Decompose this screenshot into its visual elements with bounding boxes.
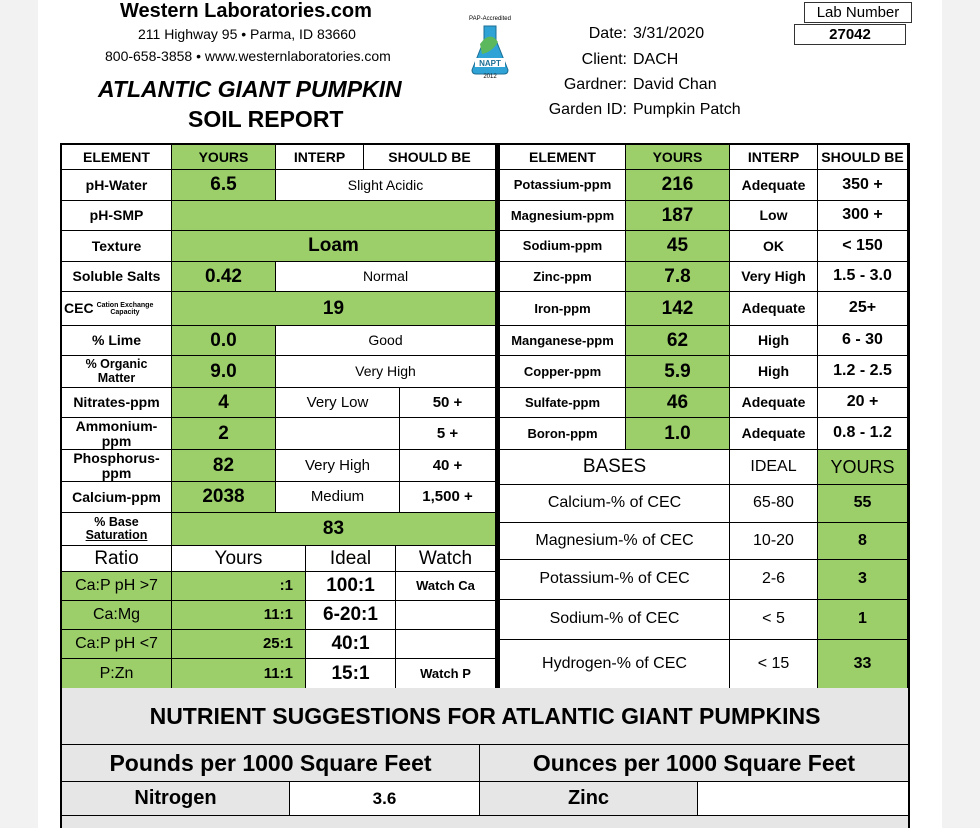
right-header-should-be: SHOULD BE	[818, 145, 908, 170]
ratio-row-1-ideal: 100:1	[306, 572, 396, 601]
report-title-line1: ATLANTIC GIANT PUMPKIN	[98, 76, 402, 102]
ratio-header-ratio: Ratio	[62, 546, 172, 572]
texture-value: Loam	[172, 231, 496, 262]
soluble-salts-yours: 0.42	[172, 262, 276, 292]
lime-yours: 0.0	[172, 326, 276, 356]
report-page	[38, 0, 942, 828]
ratio-row-1-label: Ca:P pH >7	[62, 572, 172, 601]
manganese-should-be: 6 - 30	[818, 326, 908, 356]
potassium-should-be: 350 +	[818, 170, 908, 201]
iron-interp: Adequate	[730, 292, 818, 326]
nitrogen-label: Nitrogen	[62, 782, 290, 816]
soluble-salts-interp: Normal	[276, 262, 496, 292]
gardner-label: Gardner:	[563, 76, 627, 93]
ph-smp-label: pH-SMP	[62, 201, 172, 231]
zinc-should-be: 1.5 - 3.0	[818, 262, 908, 292]
copper-label: Copper-ppm	[500, 356, 626, 388]
right-header-element: ELEMENT	[500, 145, 626, 170]
manganese-interp: High	[730, 326, 818, 356]
organic-matter-yours: 9.0	[172, 356, 276, 388]
left-header-element: ELEMENT	[62, 145, 172, 170]
cec-value: 19	[172, 292, 496, 326]
client-value: DACH	[633, 51, 679, 68]
nutrient-suggestions	[60, 688, 910, 828]
organic-label-line1: % Organic	[85, 357, 148, 372]
bases-potassium-yours: 3	[818, 560, 908, 600]
ratio-row-3-label: Ca:P pH <7	[62, 630, 172, 659]
garden-id-value: Pumpkin Patch	[633, 101, 741, 118]
bases-calcium-label: Calcium-% of CEC	[500, 485, 730, 523]
bases-calcium-ideal: 65-80	[730, 485, 818, 523]
ratio-row-4-ideal: 15:1	[306, 659, 396, 690]
client-label: Client:	[581, 51, 627, 68]
ratio-row-3-yours: 25:1	[172, 630, 306, 659]
bases-potassium-label: Potassium-% of CEC	[500, 560, 730, 600]
lab-name: Western Laboratories.com	[120, 0, 372, 22]
base-saturation-label	[62, 513, 172, 546]
nitrogen-value: 3.6	[290, 782, 480, 816]
magnesium-interp: Low	[730, 201, 818, 231]
right-header-yours: YOURS	[626, 145, 730, 170]
base-sat-label-line2: Saturation	[85, 528, 148, 542]
boron-yours: 1.0	[626, 418, 730, 450]
phosphorus-should-be: 40 +	[400, 450, 496, 482]
ratio-row-2-yours: 11:1	[172, 601, 306, 630]
calcium-label: Calcium-ppm	[62, 482, 172, 513]
iron-yours: 142	[626, 292, 730, 326]
bases-hydrogen-ideal: < 15	[730, 640, 818, 690]
date-value: 3/31/2020	[633, 25, 705, 42]
phosphorus-label-line2: ppm	[101, 464, 132, 481]
ratio-row-2-ideal: 6-20:1	[306, 601, 396, 630]
lime-interp: Good	[276, 326, 496, 356]
potassium-yours: 216	[626, 170, 730, 201]
sulfate-interp: Adequate	[730, 388, 818, 418]
ratio-row-4-label: P:Zn	[62, 659, 172, 690]
lab-phone-web: 800-658-3858 • www.westernlaboratories.com	[105, 48, 391, 64]
phosphorus-interp: Very High	[276, 450, 400, 482]
lab-number-label: Lab Number	[804, 2, 912, 23]
sodium-label: Sodium-ppm	[500, 231, 626, 262]
left-header-should-be: SHOULD BE	[364, 145, 496, 170]
organic-matter-label	[62, 356, 172, 388]
ratio-row-1-yours: :1	[172, 572, 306, 601]
ph-water-yours: 6.5	[172, 170, 276, 201]
bases-magnesium-ideal: 10-20	[730, 523, 818, 560]
ratio-header-yours: Yours	[172, 546, 306, 572]
sulfate-should-be: 20 +	[818, 388, 908, 418]
ounces-header: Ounces per 1000 Square Feet	[480, 744, 908, 782]
bases-sodium-ideal: < 5	[730, 600, 818, 640]
report-title-line2: SOIL REPORT	[188, 106, 344, 132]
napt-logo	[462, 16, 518, 86]
zinc-suggest-value	[698, 782, 908, 816]
bases-sodium-yours: 1	[818, 600, 908, 640]
sodium-should-be: < 150	[818, 231, 908, 262]
right-header-interp: INTERP	[730, 145, 818, 170]
nitrates-interp: Very Low	[276, 388, 400, 418]
potassium-label: Potassium-ppm	[500, 170, 626, 201]
garden-id-label: Garden ID:	[548, 101, 627, 118]
sulfate-yours: 46	[626, 388, 730, 418]
iron-should-be: 25+	[818, 292, 908, 326]
base-saturation-value: 83	[172, 513, 496, 546]
ratio-row-3-watch	[396, 630, 496, 659]
ratio-row-2-watch	[396, 601, 496, 630]
ammonium-label	[62, 418, 172, 450]
calcium-should-be: 1,500 +	[400, 482, 496, 513]
magnesium-should-be: 300 +	[818, 201, 908, 231]
flask-icon	[470, 24, 510, 76]
base-sat-label-line1: % Base	[94, 514, 139, 529]
date-label: Date:	[588, 25, 627, 42]
soil-results-grid	[60, 143, 910, 692]
logo-napt-text: NAPT	[479, 59, 501, 68]
lime-label: % Lime	[62, 326, 172, 356]
bases-header: BASES	[500, 450, 730, 485]
cec-sub-line2: Capacity	[110, 308, 140, 316]
organic-label-line2: Matter	[97, 370, 136, 385]
ph-water-interp: Slight Acidic	[276, 170, 496, 201]
logo-year: 2012	[483, 74, 497, 80]
zinc-label: Zinc-ppm	[500, 262, 626, 292]
phosphorus-label-line1: Phosphorus-	[73, 450, 160, 466]
manganese-label: Manganese-ppm	[500, 326, 626, 356]
bases-hydrogen-label: Hydrogen-% of CEC	[500, 640, 730, 690]
ratio-row-3-ideal: 40:1	[306, 630, 396, 659]
zinc-suggest-label: Zinc	[480, 782, 698, 816]
magnesium-yours: 187	[626, 201, 730, 231]
left-header-yours: YOURS	[172, 145, 276, 170]
manganese-yours: 62	[626, 326, 730, 356]
ratio-row-1-watch: Watch Ca	[396, 572, 496, 601]
calcium-interp: Medium	[276, 482, 400, 513]
phosphorus-label	[62, 450, 172, 482]
bases-magnesium-yours: 8	[818, 523, 908, 560]
boron-label: Boron-ppm	[500, 418, 626, 450]
bases-header-yours: YOURS	[818, 450, 908, 485]
ammonium-label-line2: ppm	[101, 432, 132, 449]
pounds-header: Pounds per 1000 Square Feet	[62, 744, 480, 782]
texture-label: Texture	[62, 231, 172, 262]
ph-smp-value	[172, 201, 496, 231]
gardner-value: David Chan	[633, 76, 717, 93]
bases-hydrogen-yours: 33	[818, 640, 908, 690]
cec-label-sub	[97, 302, 154, 316]
sulfate-label: Sulfate-ppm	[500, 388, 626, 418]
ratio-header-ideal: Ideal	[306, 546, 396, 572]
bases-potassium-ideal: 2-6	[730, 560, 818, 600]
zinc-yours: 7.8	[626, 262, 730, 292]
lab-address: 211 Highway 95 • Parma, ID 83660	[138, 26, 356, 42]
ammonium-label-line1: Ammonium-	[75, 418, 158, 434]
nutrient-title: NUTRIENT SUGGESTIONS FOR ATLANTIC GIANT PUMPKINS	[149, 702, 821, 729]
bases-calcium-yours: 55	[818, 485, 908, 523]
nitrates-label: Nitrates-ppm	[62, 388, 172, 418]
ammonium-should-be: 5 +	[400, 418, 496, 450]
bases-sodium-label: Sodium-% of CEC	[500, 600, 730, 640]
ammonium-yours: 2	[172, 418, 276, 450]
ratio-header-watch: Watch	[396, 546, 496, 572]
calcium-yours: 2038	[172, 482, 276, 513]
organic-matter-interp: Very High	[276, 356, 496, 388]
cec-label-main: CEC	[64, 300, 94, 317]
cec-sub-line1: Cation Exchange	[96, 301, 154, 309]
ratio-row-4-watch: Watch P	[396, 659, 496, 690]
copper-yours: 5.9	[626, 356, 730, 388]
bases-magnesium-label: Magnesium-% of CEC	[500, 523, 730, 560]
copper-interp: High	[730, 356, 818, 388]
potassium-interp: Adequate	[730, 170, 818, 201]
copper-should-be: 1.2 - 2.5	[818, 356, 908, 388]
bases-header-ideal: IDEAL	[730, 450, 818, 485]
phosphorus-yours: 82	[172, 450, 276, 482]
ph-water-label: pH-Water	[62, 170, 172, 201]
zinc-interp: Very High	[730, 262, 818, 292]
ammonium-interp	[276, 418, 400, 450]
logo-accredited-text: PAP-Accredited	[469, 16, 511, 22]
ratio-row-2-label: Ca:Mg	[62, 601, 172, 630]
nitrates-should-be: 50 +	[400, 388, 496, 418]
boron-should-be: 0.8 - 1.2	[818, 418, 908, 450]
boron-interp: Adequate	[730, 418, 818, 450]
cec-label	[62, 292, 172, 326]
ratio-row-4-yours: 11:1	[172, 659, 306, 690]
sodium-interp: OK	[730, 231, 818, 262]
lab-number-value: 27042	[794, 24, 906, 45]
nitrates-yours: 4	[172, 388, 276, 418]
left-header-interp: INTERP	[276, 145, 364, 170]
sodium-yours: 45	[626, 231, 730, 262]
iron-label: Iron-ppm	[500, 292, 626, 326]
soluble-salts-label: Soluble Salts	[62, 262, 172, 292]
magnesium-label: Magnesium-ppm	[500, 201, 626, 231]
